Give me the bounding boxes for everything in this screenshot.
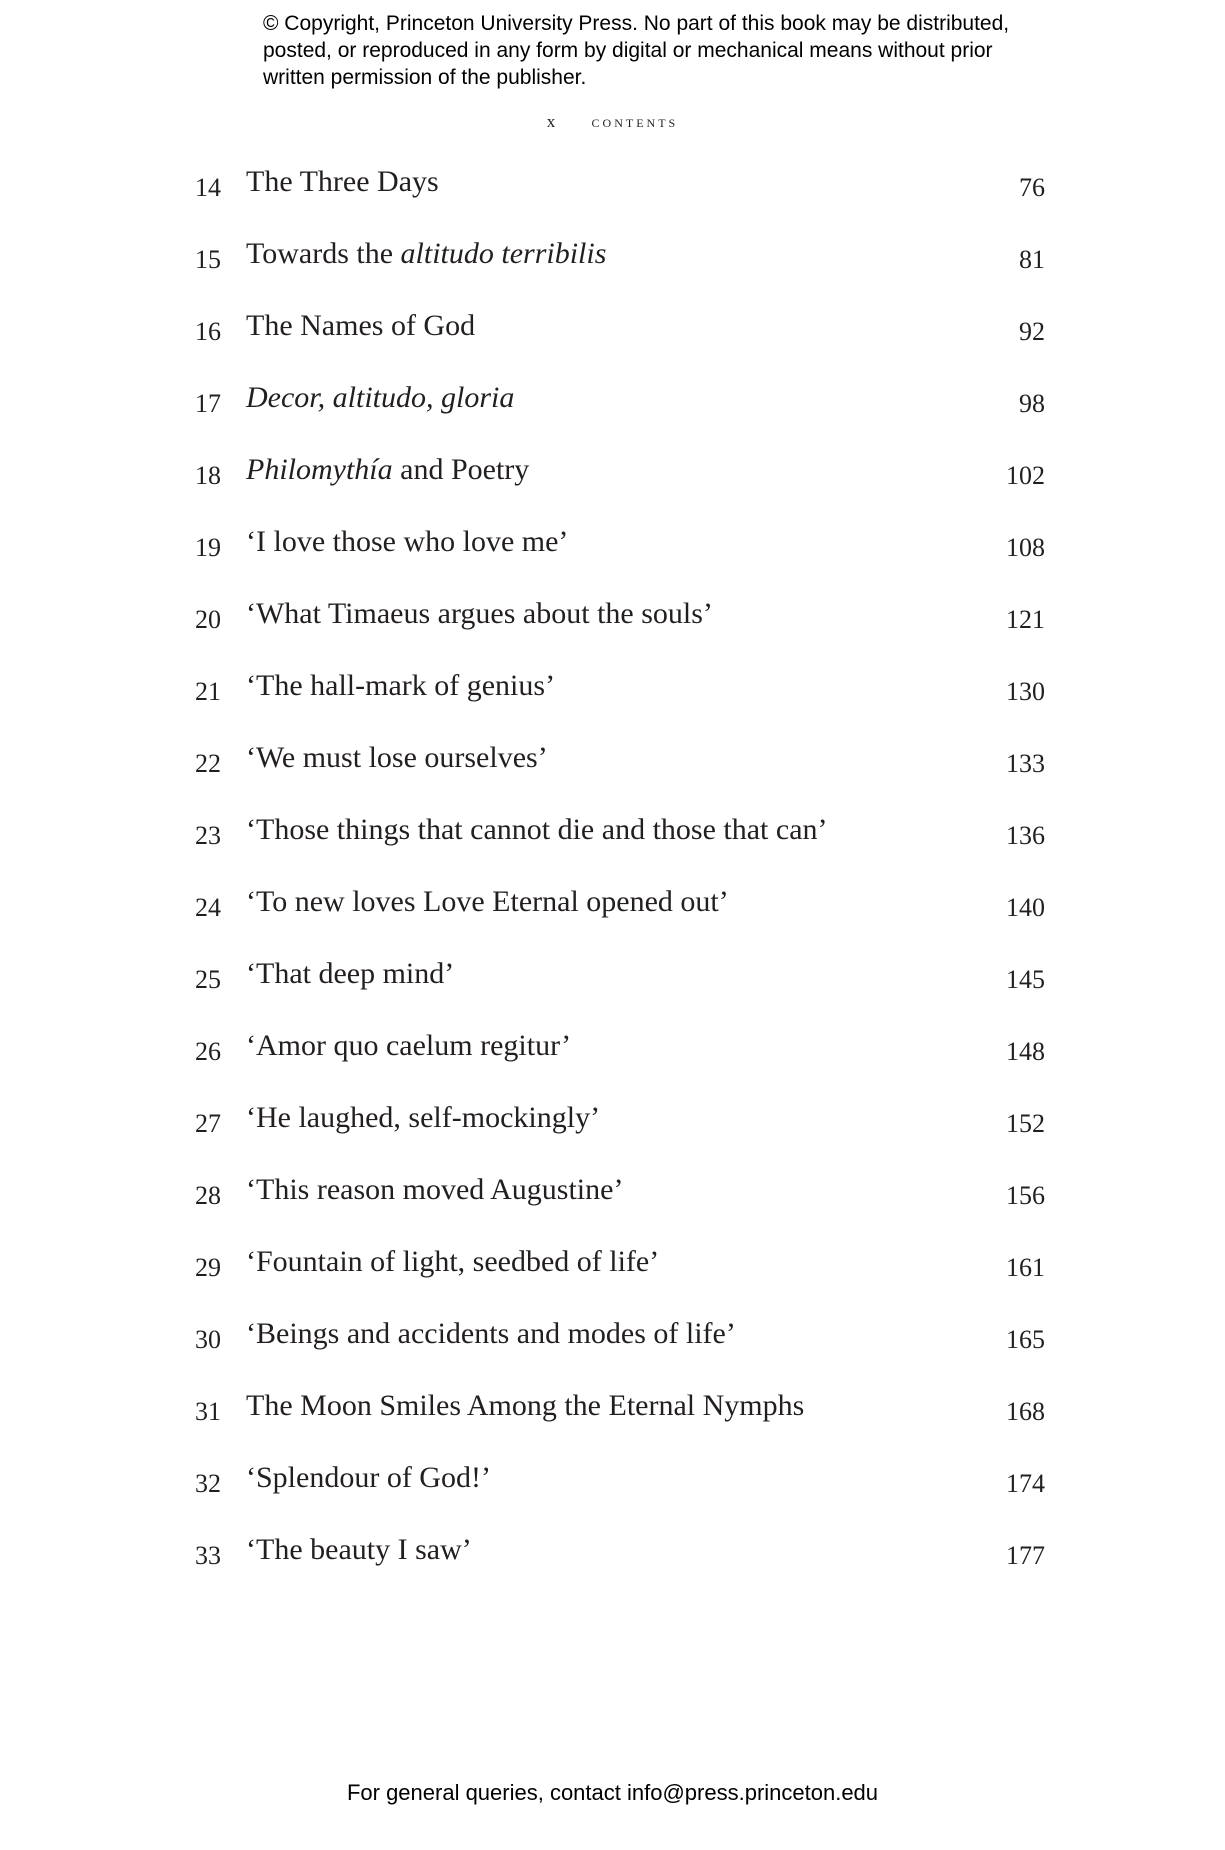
toc-entry	[187, 232, 1045, 304]
page-number: 177	[1006, 1541, 1045, 1570]
chapter-title-part: ‘To new loves Love Eternal opened out’	[246, 885, 729, 918]
chapter-title-italic-part: Decor, altitudo, gloria	[246, 381, 515, 414]
chapter-title-part: The Moon Smiles Among the Eternal Nymphs	[246, 1389, 805, 1422]
toc-entry	[187, 1528, 1045, 1600]
page-number: 133	[1006, 749, 1045, 778]
toc-entry	[187, 736, 1045, 808]
chapter-number: 22	[195, 749, 221, 778]
toc-entry	[187, 1240, 1045, 1312]
chapter-title-part: ‘Those things that cannot die and those that can’	[246, 813, 828, 846]
chapter-title	[246, 520, 568, 564]
chapter-number: 19	[195, 533, 221, 562]
page-number: 148	[1006, 1037, 1045, 1066]
page-number: 92	[1019, 317, 1045, 346]
page-folio: x	[546, 112, 560, 131]
chapter-title	[246, 160, 439, 204]
toc-entry	[187, 1312, 1045, 1384]
chapter-title-part: ‘I love those who love me’	[246, 525, 569, 558]
chapter-title-part: ‘Beings and accidents and modes of life’	[246, 1317, 736, 1350]
chapter-title	[246, 736, 548, 780]
chapter-title	[246, 1384, 804, 1428]
chapter-number: 18	[195, 461, 221, 490]
chapter-title-part: Towards the	[246, 237, 401, 270]
chapter-number: 31	[195, 1397, 221, 1426]
toc-entry	[187, 376, 1045, 448]
toc-entry	[187, 952, 1045, 1024]
chapter-title	[246, 448, 529, 492]
page-number: 121	[1006, 605, 1045, 634]
chapter-title	[246, 664, 555, 708]
chapter-title-part: ‘This reason moved Augustine’	[246, 1173, 624, 1206]
chapter-title	[246, 1024, 571, 1068]
chapter-title	[246, 1312, 736, 1356]
chapter-number: 14	[195, 173, 221, 202]
page-number: 108	[1006, 533, 1045, 562]
chapter-title-part: ‘Splendour of God!’	[246, 1461, 491, 1494]
chapter-title-part: ‘The hall-mark of genius’	[246, 669, 556, 702]
chapter-number: 16	[195, 317, 221, 346]
chapter-title	[246, 808, 828, 852]
chapter-title	[246, 1168, 623, 1212]
chapter-title-part: ‘Fountain of light, seedbed of life’	[246, 1245, 660, 1278]
page-number: 156	[1006, 1181, 1045, 1210]
page-number: 140	[1006, 893, 1045, 922]
running-head	[0, 112, 1225, 132]
chapter-number: 24	[195, 893, 221, 922]
section-title: contents	[591, 112, 679, 131]
chapter-number: 23	[195, 821, 221, 850]
page-number: 98	[1019, 389, 1045, 418]
chapter-number: 29	[195, 1253, 221, 1282]
toc-entry	[187, 520, 1045, 592]
chapter-number: 30	[195, 1325, 221, 1354]
chapter-number: 27	[195, 1109, 221, 1138]
toc-entry	[187, 592, 1045, 664]
chapter-title-part: ‘He laughed, self-mockingly’	[246, 1101, 601, 1134]
toc-entry	[187, 1168, 1045, 1240]
page-number: 145	[1006, 965, 1045, 994]
toc-entry	[187, 304, 1045, 376]
chapter-title	[246, 1528, 472, 1572]
chapter-title	[246, 376, 514, 420]
toc-entry	[187, 1096, 1045, 1168]
toc-entry	[187, 448, 1045, 520]
chapter-title-part: The Three Days	[246, 165, 439, 198]
chapter-number: 25	[195, 965, 221, 994]
toc-entry	[187, 664, 1045, 736]
toc-entry	[187, 880, 1045, 952]
chapter-title	[246, 1456, 491, 1500]
chapter-title	[246, 952, 454, 996]
chapter-title	[246, 232, 606, 276]
chapter-number: 20	[195, 605, 221, 634]
chapter-title-part: ‘The beauty I saw’	[246, 1533, 472, 1566]
toc-entry	[187, 160, 1045, 232]
chapter-title	[246, 880, 729, 924]
chapter-number: 33	[195, 1541, 221, 1570]
page-number: 161	[1006, 1253, 1045, 1282]
chapter-number: 15	[195, 245, 221, 274]
chapter-title-italic-part: Philomythía	[246, 453, 393, 486]
toc-entry	[187, 1384, 1045, 1456]
chapter-title	[246, 1096, 600, 1140]
page-number: 76	[1019, 173, 1045, 202]
copyright-notice: © Copyright, Princeton University Press. No part of this book may be distributed, posted, or reproduced in any form by digital or mechanical means without prior written permission of the publisher.	[263, 12, 1010, 89]
chapter-title-part: ‘We must lose ourselves’	[246, 741, 548, 774]
page-number: 81	[1019, 245, 1045, 274]
chapter-title-part: The Names of God	[246, 309, 476, 342]
chapter-title-italic-part: altitudo terribilis	[400, 237, 607, 270]
chapter-title-part: and Poetry	[392, 453, 530, 486]
chapter-title	[246, 592, 713, 636]
chapter-title	[246, 304, 475, 348]
chapter-title-part: ‘Amor quo caelum regitur’	[246, 1029, 572, 1062]
chapter-number: 32	[195, 1469, 221, 1498]
toc-entry	[187, 1456, 1045, 1528]
page-number: 174	[1006, 1469, 1045, 1498]
chapter-number: 28	[195, 1181, 221, 1210]
chapter-title	[246, 1240, 659, 1284]
page-number: 102	[1006, 461, 1045, 490]
toc-entry	[187, 808, 1045, 880]
page-number: 165	[1006, 1325, 1045, 1354]
chapter-number: 21	[195, 677, 221, 706]
page-number: 152	[1006, 1109, 1045, 1138]
page-number: 136	[1006, 821, 1045, 850]
page-number: 168	[1006, 1397, 1045, 1426]
page-number: 130	[1006, 677, 1045, 706]
chapter-title-part: ‘What Timaeus argues about the souls’	[246, 597, 713, 630]
chapter-number: 17	[195, 389, 221, 418]
toc-entry	[187, 1024, 1045, 1096]
footer-contact: For general queries, contact info@press.princeton.edu	[346, 1780, 879, 1805]
chapter-number: 26	[195, 1037, 221, 1066]
chapter-title-part: ‘That deep mind’	[246, 957, 455, 990]
table-of-contents	[187, 160, 1045, 1600]
